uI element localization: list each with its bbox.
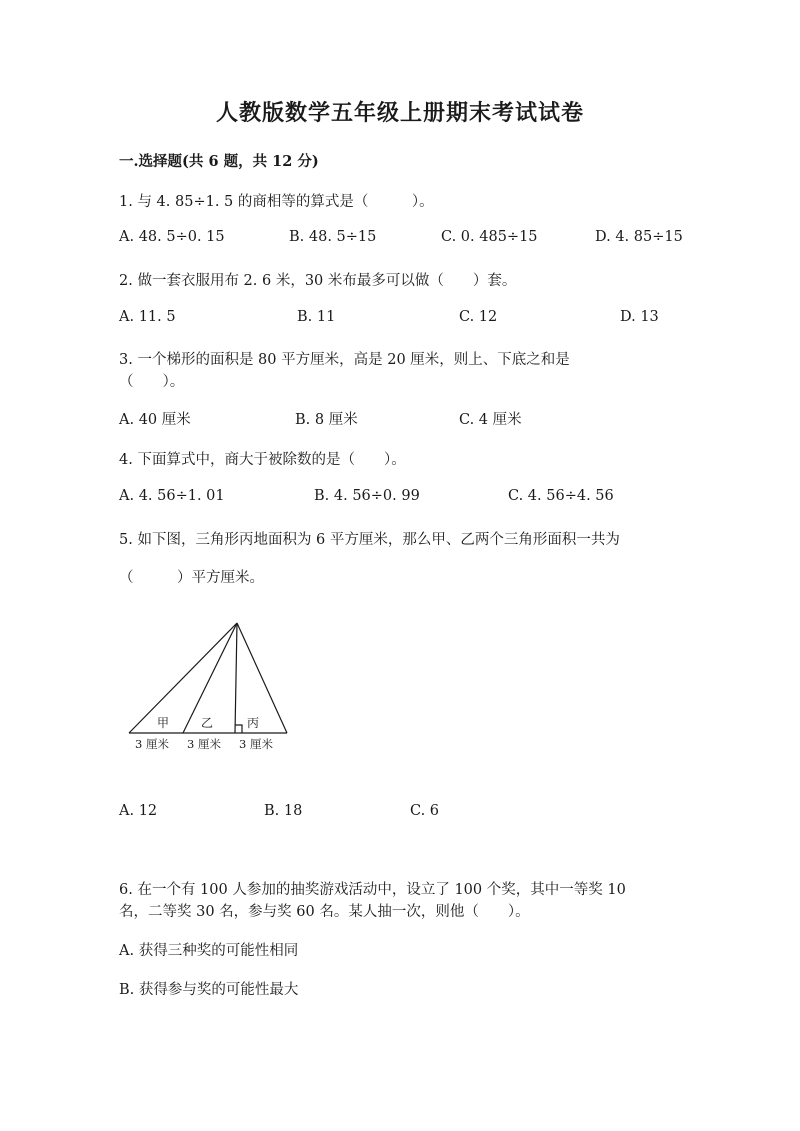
question-1-option-c: C. 0. 485÷15 — [441, 229, 538, 245]
question-3-option-a: A. 40 厘米 — [119, 412, 191, 428]
question-3-option-c: C. 4 厘米 — [459, 412, 522, 428]
triangle-diagram — [125, 615, 295, 755]
question-5-option-a: A. 12 — [119, 803, 158, 819]
question-1-option-b: B. 48. 5÷15 — [289, 229, 377, 245]
question-4-option-a: A. 4. 56÷1. 01 — [119, 488, 225, 504]
page-title: 人教版数学五年级上册期末考试试卷 — [215, 100, 584, 126]
question-5-option-c: C. 6 — [410, 803, 440, 819]
question-4-stem: 4. 下面算式中，商大于被除数的是（ ）。 — [119, 452, 406, 468]
question-5-stem-line2: （ ）平方厘米。 — [119, 570, 264, 586]
question-6-stem-line2: 名，二等奖 30 名，参与奖 60 名。某人抽一次，则他（ ）。 — [119, 904, 530, 920]
label-jia: 甲 — [157, 716, 170, 730]
right-angle-marker — [235, 725, 242, 733]
question-2-option-a: A. 11. 5 — [119, 309, 176, 325]
question-4-option-c: C. 4. 56÷4. 56 — [508, 488, 614, 504]
triangle-left-side — [129, 623, 237, 733]
question-6-option-b: B. 获得参与奖的可能性最大 — [119, 982, 299, 998]
section-heading: 一.选择题(共 6 题，共 12 分) — [119, 153, 319, 170]
question-2-option-d: D. 13 — [620, 309, 659, 325]
question-2-option-c: C. 12 — [459, 309, 498, 325]
question-1-option-a: A. 48. 5÷0. 15 — [119, 229, 225, 245]
triangle-height-line — [235, 623, 237, 733]
question-2-option-b: B. 11 — [297, 309, 336, 325]
question-3-option-b: B. 8 厘米 — [295, 412, 358, 428]
label-bing: 丙 — [247, 716, 260, 730]
segment-label-2: 3 厘米 — [187, 737, 221, 751]
label-yi: 乙 — [201, 716, 214, 730]
segment-label-3: 3 厘米 — [239, 737, 273, 751]
question-5-option-b: B. 18 — [264, 803, 303, 819]
segment-label-1: 3 厘米 — [135, 737, 169, 751]
question-4-option-b: B. 4. 56÷0. 99 — [314, 488, 420, 504]
question-5-stem-line1: 5. 如下图，三角形丙地面积为 6 平方厘米，那么甲、乙两个三角形面积一共为 — [119, 532, 620, 548]
triangle-figure — [125, 615, 295, 755]
question-3-stem-line2: （ ）。 — [119, 374, 185, 390]
question-1-stem: 1. 与 4. 85÷1. 5 的商相等的算式是（ ）。 — [119, 194, 434, 210]
question-6-stem-line1: 6. 在一个有 100 人参加的抽奖游戏活动中，设立了 100 个奖，其中一等奖 10 — [119, 882, 626, 898]
question-6-option-a: A. 获得三种奖的可能性相同 — [119, 943, 299, 959]
question-3-stem-line1: 3. 一个梯形的面积是 80 平方厘米，高是 20 厘米，则上、下底之和是 — [119, 352, 570, 368]
question-2-stem: 2. 做一套衣服用布 2. 6 米，30 米布最多可以做（ ）套。 — [119, 273, 517, 289]
triangle-right-side — [237, 623, 287, 733]
question-1-option-d: D. 4. 85÷15 — [595, 229, 683, 245]
